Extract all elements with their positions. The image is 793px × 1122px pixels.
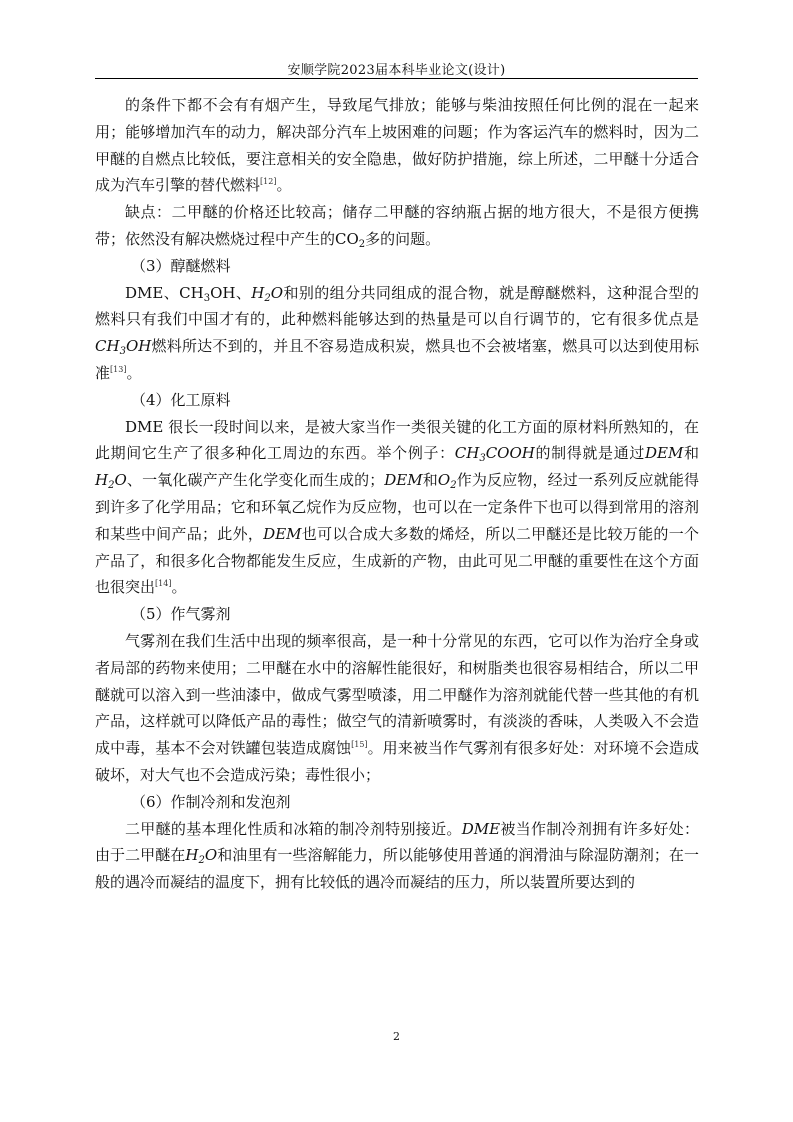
- formula-h2o: $H_2O$: [251, 283, 284, 304]
- paragraph-1: 的条件下都不会有有烟产生，导致尾气排放；能够与柴油按照任何比例的混在一起来用；能够增加汽车的动力，解决部分汽车上坡困难的问题；作为客运汽车的燃料时，因为二甲醚的自燃点比较低，要注意相关的安全隐患，做好防护措施，综上所述，二甲醚十分适合成为汽车引擎的替代燃料[12]。: [95, 96, 699, 195]
- formula-dem: DEM: [263, 524, 302, 543]
- paragraph-2: 缺点：二甲醚的价格还比较高；储存二甲醚的容纳瓶占据的地方很大，不是很方便携带；依然没有解决燃烧过程中产生的$CO_2$多的问题。: [95, 203, 699, 250]
- formula-o2: $O_2$: [437, 471, 457, 492]
- formula-dem: DEM: [644, 444, 684, 463]
- paragraph-6: 二甲醚的基本理化性质和冰箱的制冷剂特别接近。DME被当作制冷剂拥有许多好处：由于二甲醚在$H_2O$和油里有一些溶解能力，所以能够使用普通的润滑油与除湿防潮剂；在一般的遇冷而凝结的温度下，拥有比较低的遇冷而凝结的压力，所以装置所要达到的: [95, 819, 699, 892]
- document-body: [95, 92, 699, 896]
- page-number: 2: [393, 1030, 400, 1043]
- header-title: 安顺学院2023届本科毕业论文(设计): [287, 63, 506, 78]
- formula-dem: DEM: [384, 471, 423, 490]
- section-heading-4: （4）化工原料: [131, 390, 231, 409]
- paragraph-3: DME、$CH_3OH$、$H_2O$和别的组分共同组成的混合物，就是醇醚燃料，这种混合型的燃料只有我们中国才有的，此种燃料能够达到的热量是可以自行调节的，它有很多优点是$CH_3OH$燃料所达不到的，并且不容易造成积炭，燃具也不会被堵塞，燃具可以达到使用标准[13]。: [95, 283, 699, 382]
- section-heading-5: （5）作气雾剂: [131, 605, 231, 624]
- page-header: [95, 59, 698, 78]
- citation-13: [13]: [110, 364, 127, 374]
- header-rule: [95, 78, 698, 79]
- citation-12: [12]: [260, 177, 277, 187]
- citation-15: [15]: [351, 740, 368, 750]
- paragraph-4: DME 很长一段时间以来，是被大家当作一类很关键的化工方面的原材料所熟知的，在此期间它生产了很多种化工周边的东西。举个例子：$CH_3COOH$的制得就是通过DEM和$H_2O$、一氧化碳产产生化学变化而生成的；DEM和$O_2$作为反应物，经过一系列反应就能得到许多了化学用品；它和环氧乙烷作为反应物，也可以在一定条件下也可以得到常用的溶剂和某些中间产品；此外，DEM也可以合成大多数的烯烃，所以二甲醚还是比较万能的一个产品了，和很多化合物都能发生反应，生成新的产物，由此可见二甲醚的重要性在这个方面也很突出[14]。: [95, 417, 699, 597]
- formula-ch3cooh: $CH_3COOH$: [454, 444, 535, 465]
- paragraph-5: 气雾剂在我们生活中出现的频率很高，是一种十分常见的东西，它可以作为治疗全身或者局部的药物来使用；二甲醚在水中的溶解性能很好，和树脂类也很容易相结合，所以二甲醚就可以溶入到一些油漆中，做成气雾型喷漆，用二甲醚作为溶剂就能代替一些其他的有机产品，这样就可以降低产品的毒性；做空气的清新喷雾时，有淡淡的香味，人类吸入不会造成中毒，基本不会对铁罐包装造成腐蚀[15]。用来被当作气雾剂有很多好处：对环境不会造成破坏，对大气也不会造成污染；毒性很小；: [95, 631, 699, 784]
- section-heading-6: （6）作制冷剂和发泡剂: [131, 792, 291, 811]
- formula-h2o: $H_2O$: [185, 846, 218, 867]
- formula-h2o: $H_2O$: [95, 471, 127, 492]
- citation-14: [14]: [155, 579, 172, 589]
- section-heading-3: （3）醇醚燃料: [131, 256, 231, 275]
- formula-dme: DME: [461, 819, 501, 838]
- formula-ch3oh: $CH_3OH$: [95, 337, 152, 358]
